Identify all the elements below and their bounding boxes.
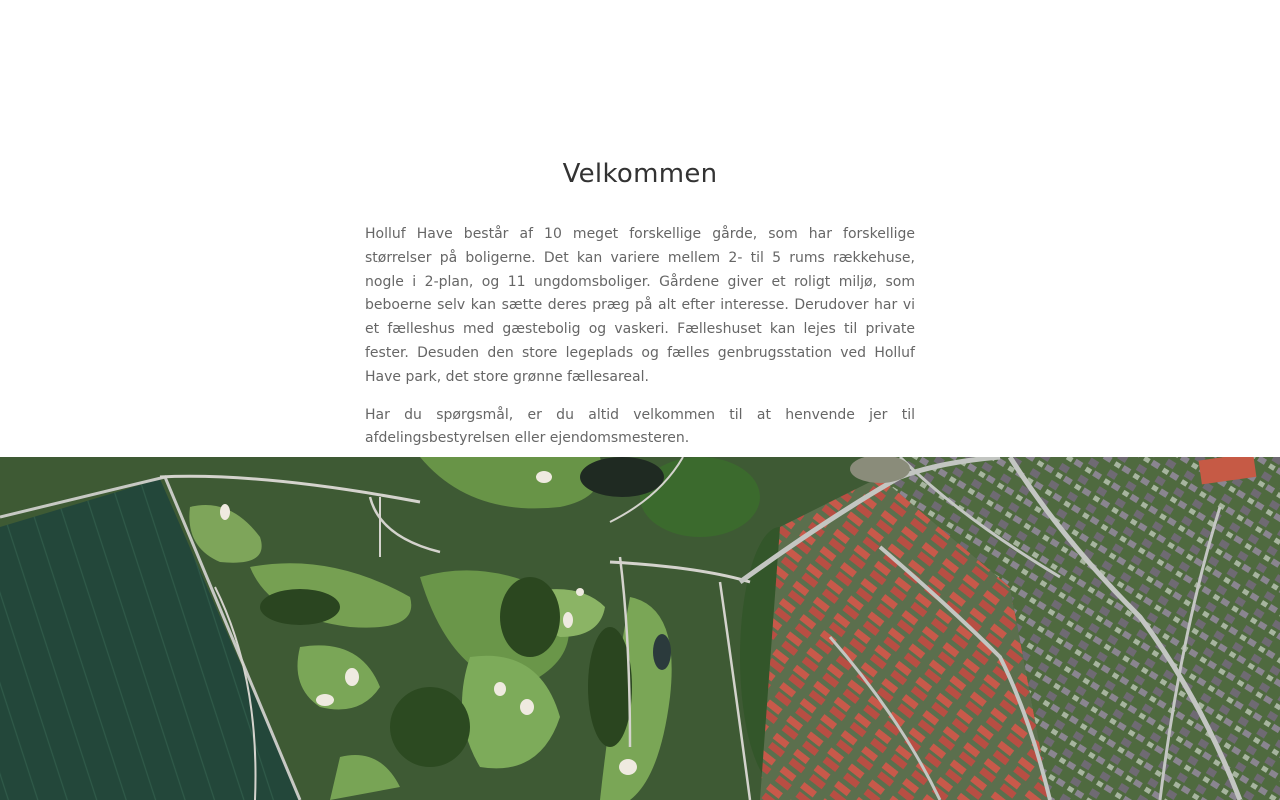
welcome-paragraph-2: Har du spørgsmål, er du altid velkommen til at henvende jer til afdelingsbestyrelsen eller ejendomsmesteren. [365,406,915,447]
welcome-paragraph-1: Holluf Have består af 10 meget forskellige gårde, som har forskellige størrelser på boligerne. Det kan variere mellem 2- til 5 rums rækkehuse, nogle i 2-plan, og 11 ungdomsboliger. Gårdene giver et roligt miljø, som beboerne selv kan sætte deres præg på alt efter interesse. Derudover har vi et fælleshus med gæstebolig og vaskeri. Fælleshuset kan lejes til private fester. Desuden den store legeplads og fælles genbrugsstation ved Holluf Have park, det store grønne fællesareal. [365,226,915,385]
aerial-photo-drawing [0,457,1280,800]
aerial-photo [0,457,1280,800]
welcome-text [365,223,915,465]
page-title: Velkommen [562,159,718,189]
